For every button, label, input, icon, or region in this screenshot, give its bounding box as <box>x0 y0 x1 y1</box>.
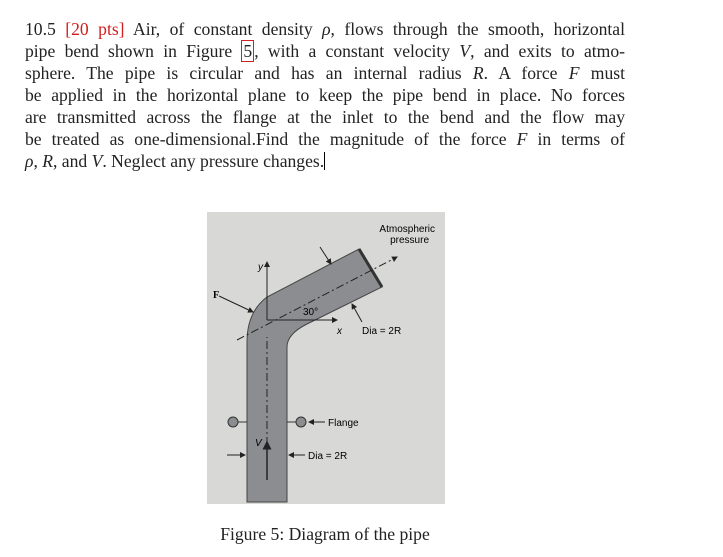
velocity-label: V <box>255 438 262 449</box>
v-symbol: V <box>91 151 103 171</box>
problem-text <box>25 18 625 172</box>
problem-number: 10.5 <box>25 19 56 39</box>
angle-label: 30° <box>303 307 319 318</box>
text: , and <box>53 151 92 171</box>
text: must <box>579 63 625 83</box>
f-symbol: F <box>516 129 528 149</box>
rho-symbol: ρ <box>25 151 34 171</box>
pipe-diagram <box>207 212 445 504</box>
points-badge: [20 pts] <box>65 19 125 39</box>
text: pipe bend shown in Figure <box>25 41 242 61</box>
line-5: are transmitted across the flange at the inlet to the bend and the flow may <box>25 107 625 127</box>
line-7 <box>25 150 625 172</box>
figure-link[interactable]: 5 <box>243 41 253 61</box>
pressure-label: pressure <box>390 235 429 246</box>
text: sphere. The pipe is circular and has an internal radius <box>25 63 473 83</box>
text: be treated as one-dimensional.Find the magnitude of the force <box>25 129 517 149</box>
v-symbol: V <box>459 41 471 61</box>
text: , with a constant velocity <box>254 41 460 61</box>
line-6 <box>25 128 625 150</box>
r-symbol: R <box>472 63 484 83</box>
text: , <box>33 151 43 171</box>
text: , flows through the smooth, horizontal <box>330 19 625 39</box>
flange-label: Flange <box>328 418 359 429</box>
atmospheric-label: Atmospheric <box>379 224 435 235</box>
text: . A force <box>483 63 569 83</box>
line-2 <box>25 40 625 62</box>
r-symbol: R <box>42 151 53 171</box>
line-1 <box>25 18 625 40</box>
y-label: y <box>258 262 263 273</box>
text: , and exits to atmo- <box>470 41 625 61</box>
text: Air, of constant density <box>124 19 323 39</box>
f-symbol: F <box>568 63 580 83</box>
x-label: x <box>337 326 342 337</box>
figure-caption: Figure 5: Diagram of the pipe <box>220 524 430 544</box>
outlet-dia-label: Dia = 2R <box>362 326 402 337</box>
text: in terms of <box>527 129 625 149</box>
force-label: F <box>213 290 220 301</box>
line-3 <box>25 62 625 84</box>
text-cursor <box>324 152 325 170</box>
inlet-dia-label: Dia = 2R <box>308 451 348 462</box>
rho-symbol: ρ <box>322 19 331 39</box>
text: . Neglect any pressure changes. <box>102 151 325 171</box>
line-4: be applied in the horizontal plane to keep the pipe bend in place. No forces <box>25 85 625 105</box>
